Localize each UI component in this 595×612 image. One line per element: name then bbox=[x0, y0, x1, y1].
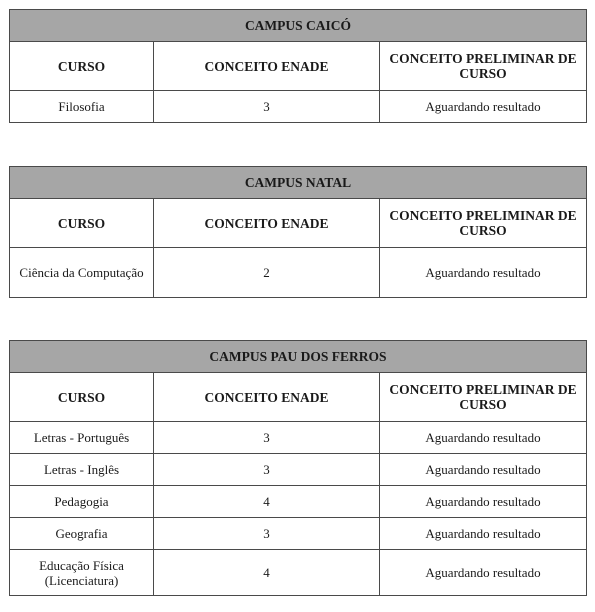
table-title-row bbox=[10, 167, 587, 199]
cell-cpc: Aguardando resultado bbox=[380, 248, 587, 298]
cell-enade: 3 bbox=[154, 91, 380, 123]
table-row bbox=[10, 518, 587, 550]
cell-curso: Letras - Inglês bbox=[10, 454, 154, 486]
cell-cpc: Aguardando resultado bbox=[380, 91, 587, 123]
column-header-curso: CURSO bbox=[10, 42, 154, 91]
column-header-curso: CURSO bbox=[10, 373, 154, 422]
cell-curso: Ciência da Computação bbox=[10, 248, 154, 298]
cell-enade: 3 bbox=[154, 454, 380, 486]
cell-cpc: Aguardando resultado bbox=[380, 550, 587, 596]
table-header-row bbox=[10, 42, 587, 91]
table-title-row bbox=[10, 341, 587, 373]
table-title-row bbox=[10, 10, 587, 42]
campus-natal-table bbox=[9, 166, 587, 298]
table-row bbox=[10, 422, 587, 454]
cell-curso: Letras - Português bbox=[10, 422, 154, 454]
cell-enade: 2 bbox=[154, 248, 380, 298]
table-row bbox=[10, 248, 587, 298]
column-header-conceito-enade: CONCEITO ENADE bbox=[154, 42, 380, 91]
cell-enade: 4 bbox=[154, 486, 380, 518]
column-header-conceito-preliminar: CONCEITO PRELIMINAR DE CURSO bbox=[380, 373, 587, 422]
table-header-row bbox=[10, 199, 587, 248]
campus-title: CAMPUS PAU DOS FERROS bbox=[10, 341, 587, 373]
cell-enade: 4 bbox=[154, 550, 380, 596]
table-row bbox=[10, 486, 587, 518]
campus-title: CAMPUS NATAL bbox=[10, 167, 587, 199]
campus-pau-dos-ferros-table bbox=[9, 340, 587, 596]
table-row bbox=[10, 91, 587, 123]
cell-curso: Pedagogia bbox=[10, 486, 154, 518]
cell-cpc: Aguardando resultado bbox=[380, 486, 587, 518]
cell-enade: 3 bbox=[154, 518, 380, 550]
column-header-conceito-enade: CONCEITO ENADE bbox=[154, 199, 380, 248]
cell-cpc: Aguardando resultado bbox=[380, 422, 587, 454]
column-header-conceito-preliminar: CONCEITO PRELIMINAR DE CURSO bbox=[380, 42, 587, 91]
campus-title: CAMPUS CAICÓ bbox=[10, 10, 587, 42]
cell-cpc: Aguardando resultado bbox=[380, 454, 587, 486]
table-row bbox=[10, 550, 587, 596]
campus-caico-table bbox=[9, 9, 587, 123]
cell-curso: Educação Física (Licenciatura) bbox=[10, 550, 154, 596]
cell-cpc: Aguardando resultado bbox=[380, 518, 587, 550]
column-header-conceito-enade: CONCEITO ENADE bbox=[154, 373, 380, 422]
column-header-conceito-preliminar: CONCEITO PRELIMINAR DE CURSO bbox=[380, 199, 587, 248]
cell-curso: Geografia bbox=[10, 518, 154, 550]
cell-curso: Filosofia bbox=[10, 91, 154, 123]
cell-enade: 3 bbox=[154, 422, 380, 454]
table-header-row bbox=[10, 373, 587, 422]
column-header-curso: CURSO bbox=[10, 199, 154, 248]
table-row bbox=[10, 454, 587, 486]
